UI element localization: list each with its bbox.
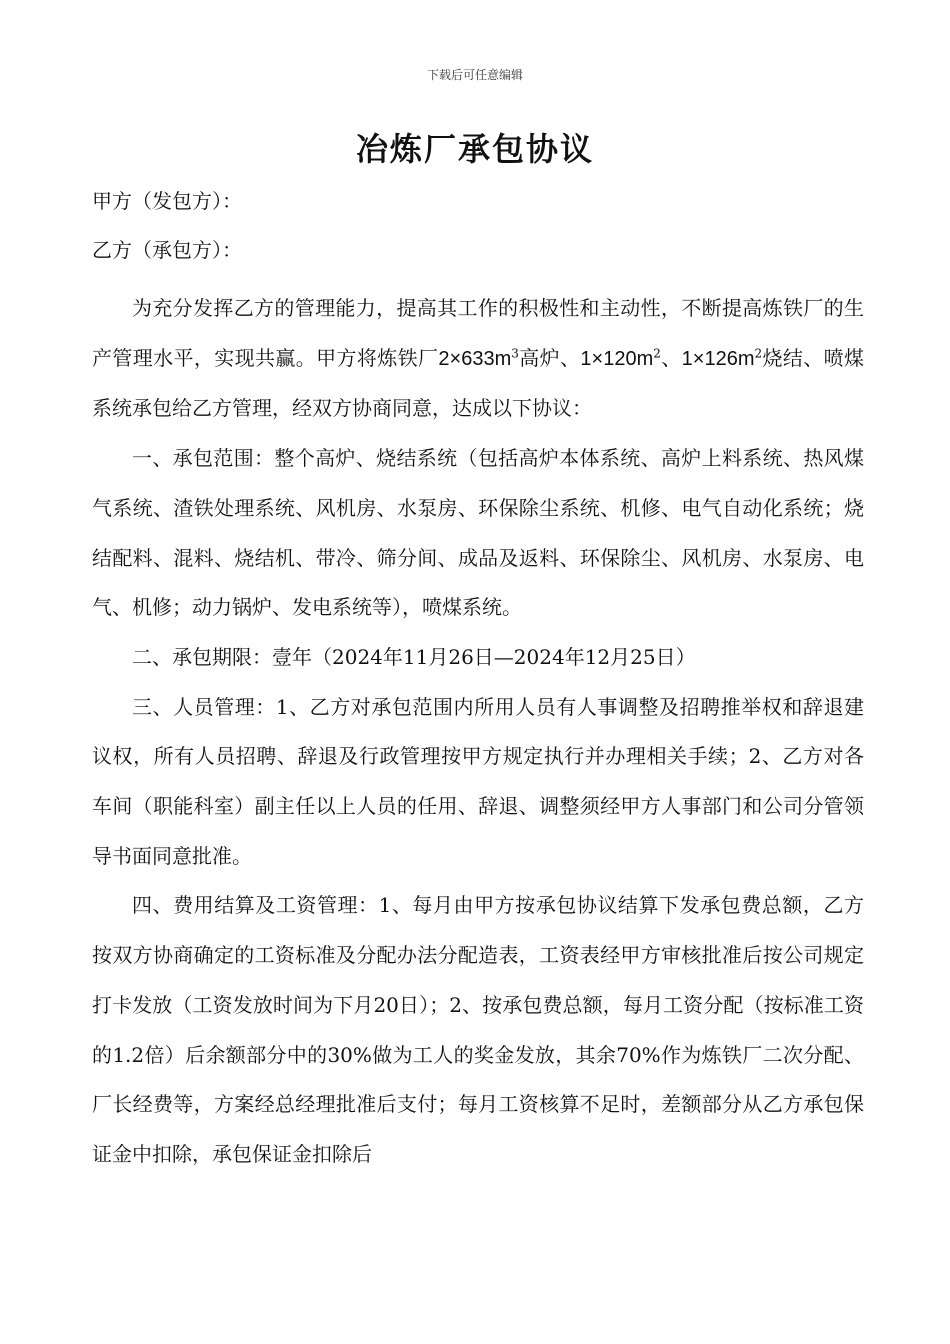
furnace-spec-exponent: 3 [511, 346, 519, 361]
section-scope: 一、承包范围：整个高炉、烧结系统（包括高炉本体系统、高炉上料系统、热风煤气系统、渣铁处理系统、风机房、水泵房、环保除尘系统、机修、电气自动化系统；烧结配料、混料、烧结机、带冷、筛分间、成品及返料、环保除尘、风机房、水泵房、电气、机修；动力锅炉、发电系统等），喷煤系统。 [92, 446, 864, 620]
furnace-spec: 2×633m [438, 347, 512, 370]
document-title: 冶炼厂承包协议 [355, 130, 594, 168]
header-note: 下载后可任意编辑 [426, 68, 523, 82]
sinter-spec-2-exponent: 2 [754, 346, 763, 361]
sinter-spec-1: 1×120m [580, 347, 654, 370]
party-a-line: 甲方（发包方）： [92, 189, 242, 213]
intro-text-1: 为充分发挥乙方的管理能力，提高其工作的积极性和主动性，不断提高炼铁厂的生产管理水平，实现共赢。甲方将炼铁厂 [92, 296, 864, 370]
section-term: 二、承包期限：壹年（2024年11月26日—2024年12月25日） [132, 644, 696, 669]
intro-paragraph [92, 284, 864, 434]
section-personnel: 三、人员管理：1、乙方对承包范围内所用人员有人事调整及招聘推举权和辞退建议权，所有人员招聘、辞退及行政管理按甲方规定执行并办理相关手续；2、乙方对各车间（职能科室）副主任以上人员的任用、辞退、调整须经甲方人事部门和公司分管领导书面同意批准。 [92, 694, 864, 868]
party-b-line: 乙方（承包方）： [92, 238, 242, 262]
agreement-body [92, 284, 864, 1180]
sinter-spec-1-exponent: 2 [653, 346, 661, 361]
intro-text-2: 高炉、 [518, 345, 581, 370]
sinter-spec-2: 1×126m [681, 347, 755, 370]
intro-text-4: 烧结、喷煤系统承包给乙方管理，经双方协商同意，达成以下协议： [92, 345, 865, 421]
section-payment: 四、费用结算及工资管理：1、每月由甲方按承包协议结算下发承包费总额，乙方按双方协商确定的工资标准及分配办法分配造表，工资表经甲方审核批准后按公司规定打卡发放（工资发放时间为下月20日）；2、按承包费总额，每月工资分配（按标准工资的1.2倍）后余额部分中的30%做为工人的奖金发放，其余70%作为炼铁厂二次分配、厂长经费等，方案经总经理批准后支付；每月工资核算不足时，差额部分从乙方承包保证金中扣除，承包保证金扣除后 [92, 893, 864, 1166]
intro-text-3: 、 [660, 345, 682, 370]
